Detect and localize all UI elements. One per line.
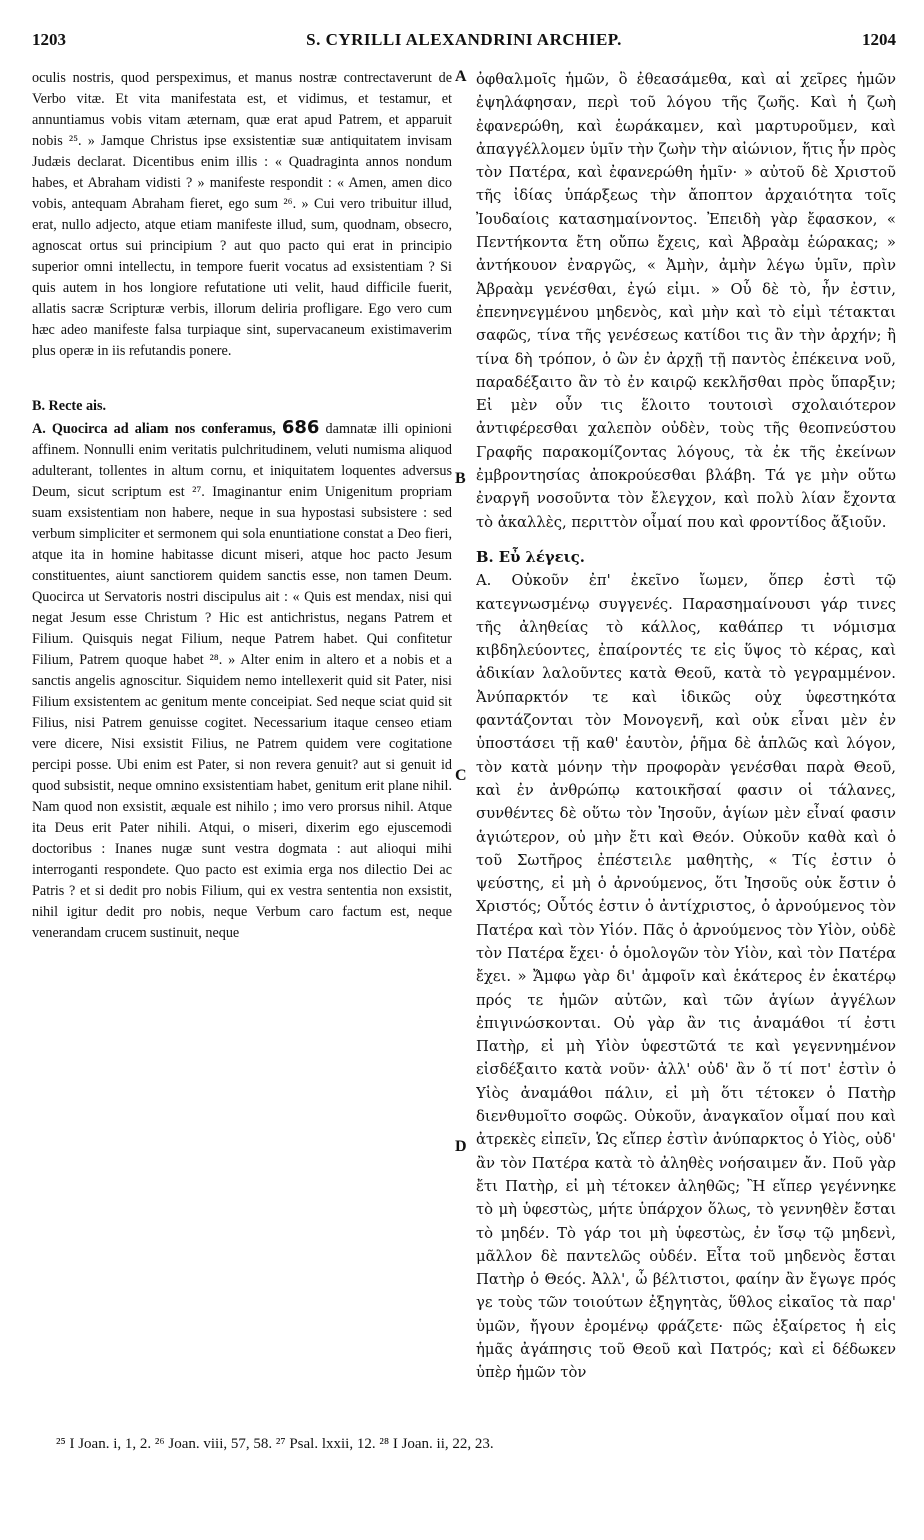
- footnotes: ²⁵ I Joan. i, 1, 2. ²⁶ Joan. viii, 57, 58. ²⁷ Psal. lxxii, 12. ²⁸ I Joan. ii, 22, 23.: [56, 1436, 494, 1452]
- latin-column: [32, 68, 452, 1428]
- column-number: 686: [281, 417, 320, 438]
- page-header: [32, 30, 896, 54]
- section-marker-a: A: [455, 68, 467, 85]
- greek-paragraph-3: Α. Οὐκοῦν ἐπ' ἐκεῖνο ἴωμεν, ὅπερ ἐστὶ τῷ κατεγνωσμένῳ συγγενές. Παρασημαίνουσι γάρ τινες τῆς ἀληθείας τὸ κάλλος, καθάπερ τι νόμισμα κιβδηλεύοντες, ἐπαίροντές τε εἰς ὕψος τὸ κέρας, καὶ ἀδικίαν λαλοῦντες κατὰ Θεοῦ, κατὰ τὸ γεγραμμένον. Ἀνύπαρκτόν τε καὶ ἰδικῶς οὐχ ὑφεστηκότα φαντάζονται τὸν Μονογενῆ, καὶ οὐκ εἶναι μὲν ἐν ὑποστάσει τῇ καθ' ἑαυτὸν, ῥῆμα δὲ ἁπλῶς καὶ λόγον, τὸν κατὰ μόνην τὴν προφορὰν γενέσθαι παρὰ Θεοῦ, καὶ ἐν ἀνθρώπῳ κατοικῆσαί φασιν οἱ τάλανες, συνθέντες δὲ οὕτω τὸν Ἰησοῦν, ἁγίων μὲν εἶναί φασιν ἁγιώτερον, οὐ μὴν ἔτι καὶ Θεόν. Οὐκοῦν καθὰ καὶ ὁ τοῦ Σωτῆρος ἐπέστειλε μαθητὴς, « Τίς ἐστιν ὁ ψεύστης, εἰ μὴ ὁ ἀρνούμενος, ὅτι Ἰησοῦς οὐκ ἔστιν ὁ Χριστός; Οὗτός ἐστιν ὁ ἀντίχριστος, ὁ ἀρνούμενος τὸν Πατέρα καὶ τὸν Υἱόν. Πᾶς ὁ ἀρνούμενος τὸν Υἱὸν, οὐδὲ τὸν Πατέρα ἔχει· ὁ ὁμολογῶν τὸν Υἱὸν, καὶ τὸν Πατέρα ἔχει. » Ἄμφω γὰρ δι' ἀμφοῖν καὶ ἑκάτερος ἐν ἑκατέρῳ πρός τε ἡμῶν αὐτῶν, καὶ τῶν ἁγίων ἀγγέλων ἐπιγινώσκονται. Οὐ γὰρ ἂν τις ἀναμάθοι τί ἐστι Πατὴρ, εἰ μὴ Υἱὸν ὑφεστῶτά τε καὶ γεγεννημένον εἰσδέξαιτο κατὰ νοῦν· ἀλλ' οὐδ' ἂν ὅ τί ποτ' ἐστὶν ὁ Υἱὸς ἀναμάθοι πάλιν, εἰ μὴ ὅτι τέτοκεν ὁ Πατὴρ διενθυμοῖτο σοφῶς. Οὐκοῦν, ἀναγκαῖον οἶμαί που καὶ ἀτρεκὲς εἰπεῖν, Ὡς εἴπερ ἐστὶν ἀνύπαρκτος ὁ Υἱὸς, οὐδ' ἂν τὸν Πατέρα κατὰ τὸ ἀληθὲς νοήσαιμεν ἄν. Ποῦ γὰρ ἔτι Πατὴρ, εἰ μὴ τέτοκεν ἀληθῶς; Ἢ εἴπερ γεγέννηκε τὸ μὴ ὑφεστὼς, μήτε ὑπάρχον ὅλως, τὸ γεννηθὲν ἔσται τὸ μηδέν. Τὸ γάρ τοι μὴ ὑφεστὼς, ἐν ἴσῳ τῷ μηδενὶ, μᾶλλον δὲ παντελῶς οὐδέν. Εἶτα τοῦ μηδενὸς ἔσται Πατὴρ ὁ Θεός. Ἀλλ', ὦ βέλτιστοι, φαίην ἂν ἔγωγε πρός γε τοὺς τῶν τοιούτων ἐξηγητὰς, ὕθλος εἰκαῖος τὰ παρ' ὑμῶν, ἤγουν ἐρομένῳ φράζετε· πῶς ἐξαίρετος ἡ εἰς ἡμᾶς ἀγάπησις τοῦ Θεοῦ καὶ Πατρός; καὶ εἰ δέδωκεν ὑπὲρ ἡμῶν τὸν: [476, 572, 896, 1382]
- latin-paragraph-2: B. Recte ais.: [32, 398, 107, 414]
- greek-paragraph-1: ὀφθαλμοῖς ἡμῶν, ὃ ἐθεασάμεθα, καὶ αἱ χεῖρες ἡμῶν ἐψηλάφησαν, περὶ τοῦ λόγου τῆς ζωῆς. Καὶ ἡ ζωὴ ἐφανερώθη, καὶ ἑωράκαμεν, καὶ μαρτυροῦμεν, καὶ ἀπαγγέλλομεν ὑμῖν τὴν ζωὴν τὴν αἰώνιον, ἥτις ἦν πρὸς τὸν Πατέρα, καὶ ἐφανερώθη ἡμῖν· » αὐτοῦ δὲ Χριστοῦ τῆς ἰδίας ὑπάρξεως τὴν ἄποπτον ἀρχαιότητα τοῖς Ἰουδαίοις κατασημαίνοντος. Ἐπειδὴ γὰρ ἔφασκον, « Πεντήκοντα ἔτη οὔπω ἔχεις, καὶ Ἀβραὰμ ἑώρακας; » ἀντήκουον ἐναργῶς, « Ἀμὴν, ἀμὴν λέγω ὑμῖν, πρὶν Ἀβραὰμ γενέσθαι, ἐγώ εἰμι. » Οὗ δὲ τὸ, ἦν ἐστιν, ἐπενηνεγμένου μηδενὸς, καὶ μὴν καὶ τὸ εἰμὶ τέτακται σαφῶς, τίνα τῆς γενέσεως κατίδοι τις ἂν τὴν ἀρχήν; ἢ τίνα δὴ τρόπον, ὁ ὢν ἐν ἀρχῇ τῇ παντὸς ἐπέκεινα νοῦ, παραδέξαιτο ἂν τὸ ἐν καιρῷ κεκλῆσθαι πρὸς ὕπαρξιν; Εἰ μὲν οὖν τις ἕλοιτο τουτοισὶ σχολαιότερον ἀντιφέρεσθαι χαλεπὸν οὐδὲν, τοὺς τῆς θεοπνεύστου Γραφῆς παρακομίζοντας λόγους, τὰ ἐκ τῆς ἐκείνων ἐμβροντησίας ἀποκρούεσθαι βλάβη. Τά γε μὴν οὕτω ἐναργῆ νοσοῦντα τὸν ἔλεγχον, καὶ πολὺ λίαν ἔχοντα τὸ ἀκαλλὲς, περιττὸν οἶμαί που καὶ φροντίδος ἄξιοῦν.: [476, 71, 896, 531]
- section-marker-d: D: [455, 1138, 467, 1155]
- greek-column: [476, 68, 896, 1428]
- latin-paragraph-3: [32, 417, 452, 944]
- latin-paragraph-3-text: damnatæ illi opinioni affinem. Nonnulli enim veritatis pulchritudinem, veluti numisma aliquod adulterant, tollentes in altum cornu, et iniquitatem loquentes adversus Deum, sicut scriptum est ²⁷. Imaginantur enim Unigenitum propriam suam exsistentiam non habere, neque in sua hypostasi subsistere : sed verbum simpliciter et sermonem qui sola enuntiatione constat a Deo fieri, atque ita in homine habitasse dicunt miseri, atque hoc pacto Jesum constituentes, aiunt sanctiorem quidem sanctis esse, non tamen Deum. Quocirca ut Servatoris nostri discipulus ait : « Quis est mendax, nisi qui negat Jesum esse Christum ? Hic est antichristus, negans Patrem et Filium. Quisquis negat Filium, neque Patrem habet. Qui confitetur Filium, Patrem quoque habet ²⁸. » Alter enim in altero et a nobis et a sanctis angelis agnoscitur. Siquidem nemo intellexerit quid sit Pater, nisi Filium exsistentem ac genitum mente conceipiat. Sed neque sciat quid sit Filius, nisi Patrem genuisse cogitet. Necessarium itaque censeo etiam vere dicere, Nisi exsistit Filius, ne Patrem quidem vere cogitatione percipi posse. Ubi enim est Pater, si non revera genuit? aut si genuit id quod subsistit, neque omnino exsistentiam habet, genitum erit plane nihil. Nam quod non exsistit, æquale est nihilo ; imo vero prorsus nihil. Atque ita Deus erit Pater nihili. Atqui, o miseri, dixerim ego ejuscemodi doctoribus : Inanes nugæ sunt vestra dogmata : aut alioqui mihi interroganti respondete. Quo pacto est eximia erga nos dilectio Dei ac Patris ? et si dedit pro nobis Filium, qui ex vestra sententia non exsistit, nihil igitur dedit pro nobis, neque Verbum caro factum est, neque venerandam crucem sustinuit, neque: [32, 421, 452, 941]
- running-title: S. CYRILLI ALEXANDRINI ARCHIEP.: [306, 30, 622, 49]
- section-marker-c: C: [455, 767, 467, 784]
- latin-speaker-lead: A. Quocirca ad aliam nos conferamus,: [32, 421, 276, 437]
- greek-paragraph-2: Β. Εὖ λέγεις.: [476, 548, 585, 566]
- page-number-right: 1204: [862, 30, 896, 49]
- latin-paragraph-1: oculis nostris, quod perspeximus, et manus nostræ contrectaverunt de Verbo vitæ. Et vita manifestata est, et vidimus, et testamur, et annuntiamus vobis vitam æternam, quæ erat apud Patrem, et apparuit nobis ²⁵. » Jamque Christus ipse exsistentiæ suæ antiquitatem invisam Judæis declarat. Dicentibus enim illis : « Quadraginta annos nondum habes, et Abraham vidisti ? » manifeste respondit : « Amen, amen dico vobis, antequam Abraham fieret, ego sum ²⁶. » Cui vero tribuitur illud, erat, nullo adjecto, atque etiam manifeste illud, sum, quodnam, obsecro, agnoscat ortus sui principium ? aut quo pacto qui erat in principio superior omni intellectu, in tempore fuerit vocatus ad exsistentiam ? Si quis autem in hos longiore refutatione uti velit, haud difficile fuerit, allatis sacræ Scripturæ verbis, illorum deliria profligare. Ego vero cum hæc adeo manifeste falsa turpiaque sint, supervacaneum existimaverim plus operæ in iis refutandis ponere.: [32, 70, 452, 359]
- section-marker-b: B: [455, 470, 466, 487]
- page-number-left: 1203: [32, 30, 66, 49]
